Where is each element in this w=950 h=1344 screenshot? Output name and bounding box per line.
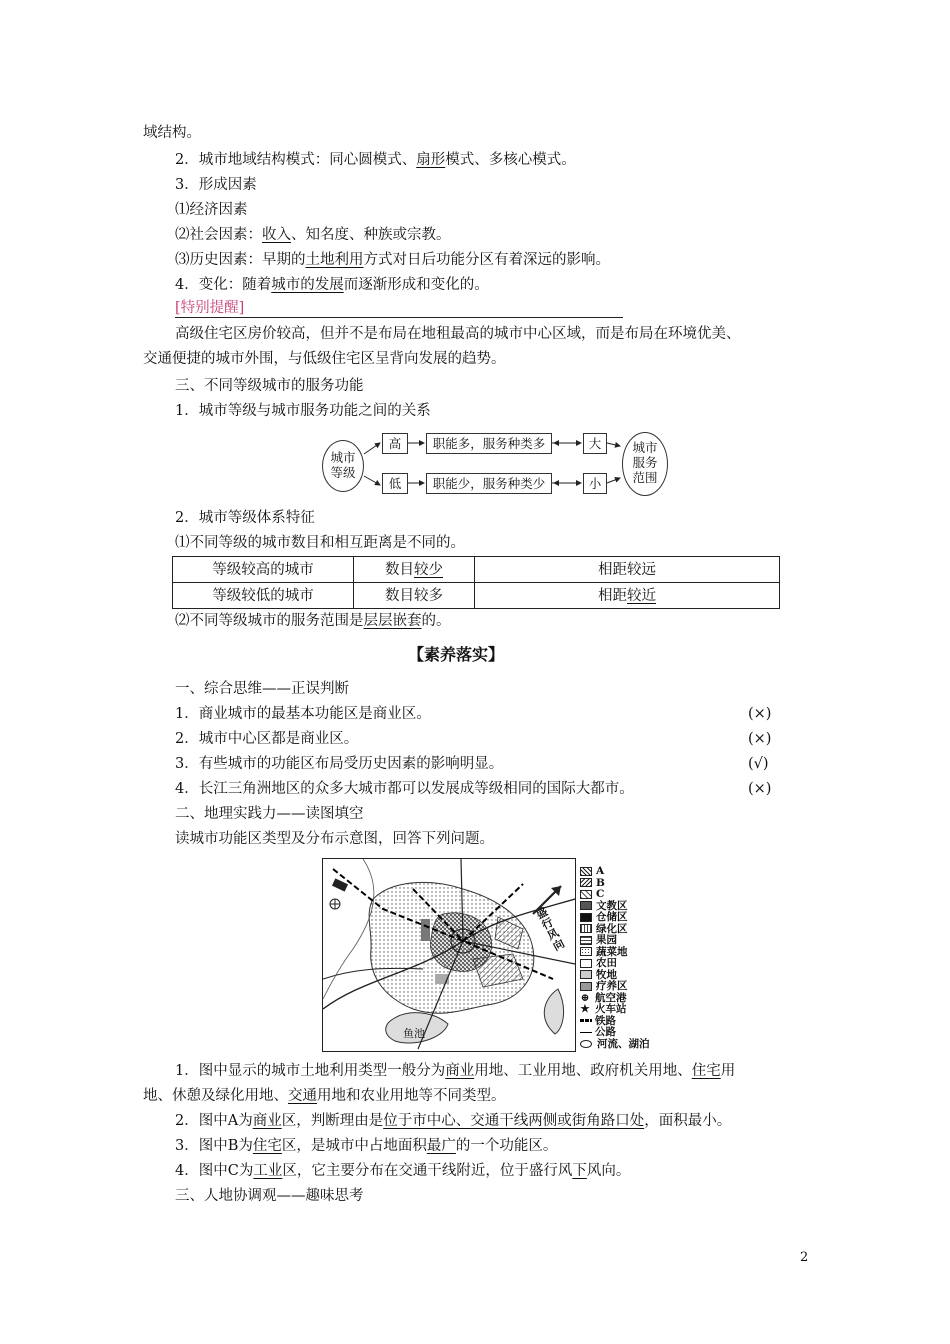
map-legend: [580, 866, 660, 1050]
education-swatch: [580, 901, 592, 910]
table-cell: 数目较多: [354, 583, 475, 609]
city-grade-table: [172, 556, 780, 609]
train-station-icon: ★: [580, 1003, 590, 1015]
orchard-swatch: [580, 936, 592, 945]
legend-item: 仓储区: [580, 912, 628, 924]
river-lake-icon: [580, 1040, 592, 1048]
vegetable-swatch: [580, 947, 592, 956]
legend-item: 公路: [580, 1027, 616, 1039]
answer-line: 2．图中A为商业区，判断理由是位于市中心、交通干线两侧或街角路口处，面积最小。: [175, 1113, 732, 1129]
large-box: 大: [583, 433, 607, 454]
quiz-item: 2．城市中心区都是商业区。: [175, 731, 359, 747]
quiz-intro: 读城市功能区类型及分布示意图，回答下列问题。: [175, 831, 494, 847]
text-line: 3．形成因素: [175, 177, 257, 193]
legend-item: 疗养区: [580, 981, 628, 993]
legend-item: 铁路: [580, 1016, 616, 1028]
legend-item: A: [580, 866, 604, 878]
fewer-functions-box: 职能少，服务种类少: [426, 473, 552, 494]
quiz-heading: 二、地理实践力——读图填空: [175, 806, 364, 822]
legend-item: ★ 火车站: [580, 1003, 627, 1015]
paragraph-line: 交通便捷的城市外围，与低级住宅区呈背向发展的趋势。: [143, 351, 506, 367]
section-heading: 三、不同等级城市的服务功能: [175, 378, 364, 394]
quiz-heading: 一、综合思维——正误判断: [175, 681, 349, 697]
wind-direction-label: 盛行风向: [534, 905, 567, 954]
tip-label: [特别提醒]: [175, 300, 245, 316]
tip-divider: [175, 317, 623, 318]
answer-line: 地、休憩及绿化用地、交通用地和农业用地等不同类型。: [143, 1088, 506, 1104]
fish-pond-label: 鱼池: [403, 1027, 425, 1040]
text-line: 2．城市地域结构模式：同心圆模式、扇形模式、多核心模式。: [175, 152, 576, 168]
greenbelt-swatch: [580, 924, 592, 933]
warehouse-swatch: [580, 913, 592, 922]
sanatorium-swatch: [580, 982, 592, 991]
legend-item: C: [580, 889, 604, 901]
city-grade-circle: 城市 等级: [322, 440, 364, 492]
quiz-item: 3．有些城市的功能区布局受历史因素的影响明显。: [175, 756, 504, 772]
legend-item: 牧地: [580, 970, 617, 982]
small-box: 小: [583, 473, 607, 494]
zone-a-swatch: [580, 867, 592, 876]
legend-item: 河流、湖泊: [580, 1039, 650, 1051]
zone-c-swatch: [580, 890, 592, 899]
text-line: ⑶历史因素：早期的土地利用方式对日后功能分区有着深远的影响。: [175, 252, 610, 268]
legend-item: 蔬菜地: [580, 947, 628, 959]
quiz-mark: (×): [748, 731, 772, 747]
section-heading: 三、人地协调观——趣味思考: [175, 1188, 364, 1204]
table-cell: 等级较低的城市: [173, 583, 354, 609]
pasture-swatch: [580, 970, 592, 979]
zone-b-swatch: [580, 878, 592, 887]
legend-item: 文教区: [580, 901, 628, 913]
text-line: ⑵社会因素：收入、知名度、种族或宗教。: [175, 227, 451, 243]
legend-item: ⊕ 航空港: [580, 991, 627, 1004]
quiz-mark: (×): [748, 781, 772, 797]
legend-item: B: [580, 878, 605, 890]
text-line: 4．变化：随着城市的发展而逐渐形成和变化的。: [175, 277, 489, 293]
service-range-circle: 城市 服务 范围: [622, 432, 668, 496]
quiz-mark: (×): [748, 706, 772, 722]
table-cell: 等级较高的城市: [173, 557, 354, 583]
table-row: [173, 583, 780, 609]
section-title: 【素养落实】: [408, 645, 505, 664]
page-number: 2: [800, 1250, 809, 1265]
legend-item: 绿化区: [580, 924, 628, 936]
grade-service-diagram: [320, 428, 670, 500]
city-function-map: [322, 858, 576, 1052]
text-line: 1．城市等级与城市服务功能之间的关系: [175, 403, 431, 419]
more-functions-box: 职能多，服务种类多: [426, 433, 552, 454]
text-line: ⑵不同等级城市的服务范围是层层嵌套的。: [175, 613, 451, 629]
legend-item: 果园: [580, 935, 617, 947]
airport-icon: ⊕: [580, 991, 590, 1004]
paragraph-line: 高级住宅区房价较高，但并不是布局在地租最高的城市中心区域，而是布局在环境优美、: [175, 326, 741, 342]
legend-item: 农田: [580, 958, 617, 970]
text-line: 域结构。: [143, 125, 201, 141]
quiz-mark: (√): [748, 756, 769, 772]
farmland-swatch: [580, 959, 592, 968]
text-line: ⑴不同等级的城市数目和相互距离是不同的。: [175, 535, 465, 551]
highway-icon: [580, 1032, 592, 1033]
text-line: ⑴经济因素: [175, 202, 248, 218]
table-cell: 相距较远: [475, 557, 780, 583]
quiz-item: 1．商业城市的最基本功能区是商业区。: [175, 706, 431, 722]
table-cell: 数目较少: [354, 557, 475, 583]
high-box: 高: [382, 433, 408, 454]
answer-line: 3．图中B为住宅区，是城市中占地面积最广的一个功能区。: [175, 1138, 558, 1154]
answer-line: 1．图中显示的城市土地利用类型一般分为商业用地、工业用地、政府机关用地、住宅用: [175, 1063, 736, 1079]
table-cell: 相距较近: [475, 583, 780, 609]
railway-icon: [580, 1019, 592, 1022]
low-box: 低: [382, 473, 408, 494]
text-line: 2．城市等级体系特征: [175, 510, 315, 526]
map-graphic: [323, 859, 575, 1051]
answer-line: 4．图中C为工业区，它主要分布在交通干线附近，位于盛行风下风向。: [175, 1163, 631, 1179]
quiz-item: 4．长江三角洲地区的众多大城市都可以发展成等级相同的国际大都市。: [175, 781, 634, 797]
table-row: [173, 557, 780, 583]
